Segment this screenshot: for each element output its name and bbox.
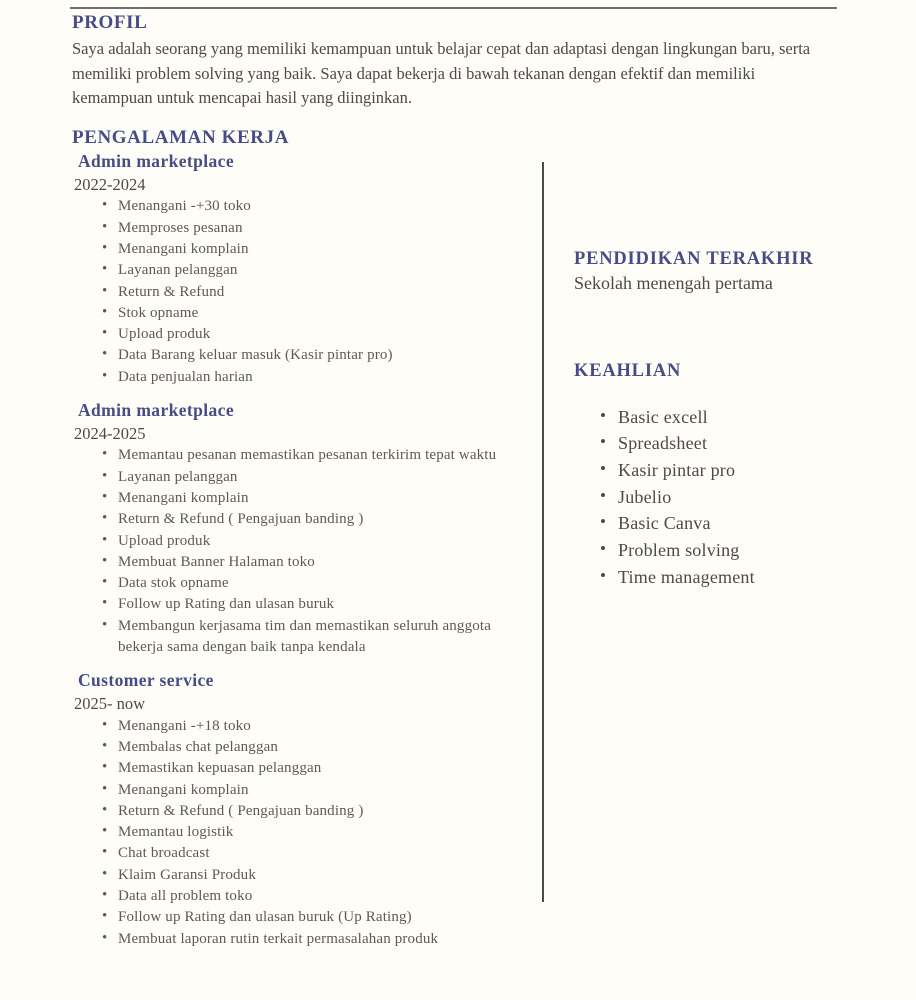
list-item: • Data stok opname (102, 573, 534, 594)
list-item: • Membuat laporan rutin terkait permasalahan produk (102, 929, 534, 950)
column-divider-rule (542, 162, 544, 902)
list-item: • Jubelio (600, 484, 894, 511)
education-section-title: PENDIDIKAN TERAKHIR (574, 249, 814, 269)
job-bullet-list (72, 196, 534, 388)
list-item: • Follow up Rating dan ulasan buruk (102, 594, 534, 615)
job-spacer (72, 658, 534, 668)
job-role-title: Admin marketplace (78, 400, 235, 421)
job-bullet-list (72, 445, 534, 658)
list-item: • Follow up Rating dan ulasan buruk (Up Rating) (102, 907, 534, 928)
list-item: • Return & Refund ( Pengajuan banding ) (102, 509, 534, 530)
list-item: • Basic Canva (600, 510, 894, 537)
list-item: • Memproses pesanan (102, 218, 534, 239)
job-bullet-list (72, 716, 534, 950)
top-divider-rule (70, 7, 837, 9)
list-item: • Memantau pesanan memastikan pesanan terkirim tepat waktu (102, 445, 534, 466)
list-item: • Layanan pelanggan (102, 260, 534, 281)
job-dates: 2024-2025 (74, 423, 146, 443)
profile-section-title: PROFIL (72, 12, 148, 33)
list-item: • Klaim Garansi Produk (102, 865, 534, 886)
job-entry (72, 151, 534, 388)
list-item: • Membalas chat pelanggan (102, 737, 534, 758)
experience-section-title: PENGALAMAN KERJA (72, 126, 290, 148)
job-spacer (72, 388, 534, 398)
list-item: • Menangani komplain (102, 780, 534, 801)
list-item: • Spreadsheet (600, 430, 894, 457)
job-dates: 2022-2024 (74, 174, 146, 194)
skills-section-title: KEAHLIAN (574, 360, 682, 381)
list-item: • Menangani -+30 toko (102, 196, 534, 217)
job-entry (72, 400, 534, 658)
list-item: • Menangani komplain (102, 239, 534, 260)
list-item: • Membuat Banner Halaman toko (102, 552, 534, 573)
education-value: Sekolah menengah pertama (574, 273, 773, 294)
list-item: • Memastikan kepuasan pelanggan (102, 758, 534, 779)
list-item: • Memantau logistik (102, 822, 534, 843)
list-item: • Menangani komplain (102, 488, 534, 509)
list-item: • Menangani -+18 toko (102, 716, 534, 737)
list-item: • Data penjualan harian (102, 367, 534, 388)
list-item: • Return & Refund (102, 282, 534, 303)
list-item: • Upload produk (102, 531, 534, 552)
job-entry (72, 670, 534, 950)
list-item: • Chat broadcast (102, 843, 534, 864)
right-column (574, 248, 894, 590)
job-dates: 2025- now (74, 694, 146, 714)
skills-block (574, 360, 894, 591)
list-item: • Upload produk (102, 324, 534, 345)
list-item: • Data all problem toko (102, 886, 534, 907)
skills-list (574, 404, 894, 590)
profile-text: Saya adalah seorang yang memiliki kemampuan untuk belajar cepat dan adaptasi dengan lingkungan baru, serta memiliki problem solving yang baik. Saya dapat bekerja di bawah tekanan dengan efektif dan memiliki kemampuan untuk mencapai hasil yang diinginkan. (72, 39, 811, 108)
list-item: • Time management (600, 564, 894, 591)
list-item: • Kasir pintar pro (600, 457, 894, 484)
list-item: • Stok opname (102, 303, 534, 324)
list-item: • Layanan pelanggan (102, 467, 534, 488)
list-item: • Data Barang keluar masuk (Kasir pintar pro) (102, 345, 534, 366)
list-item: • Problem solving (600, 537, 894, 564)
job-role-title: Admin marketplace (78, 151, 235, 172)
list-item: • Basic excell (600, 404, 894, 431)
list-item: • Membangun kerjasama tim dan memastikan seluruh anggota bekerja sama dengan baik tanpa kendala (102, 616, 534, 659)
job-role-title: Customer service (78, 670, 214, 691)
list-item: • Return & Refund ( Pengajuan banding ) (102, 801, 534, 822)
